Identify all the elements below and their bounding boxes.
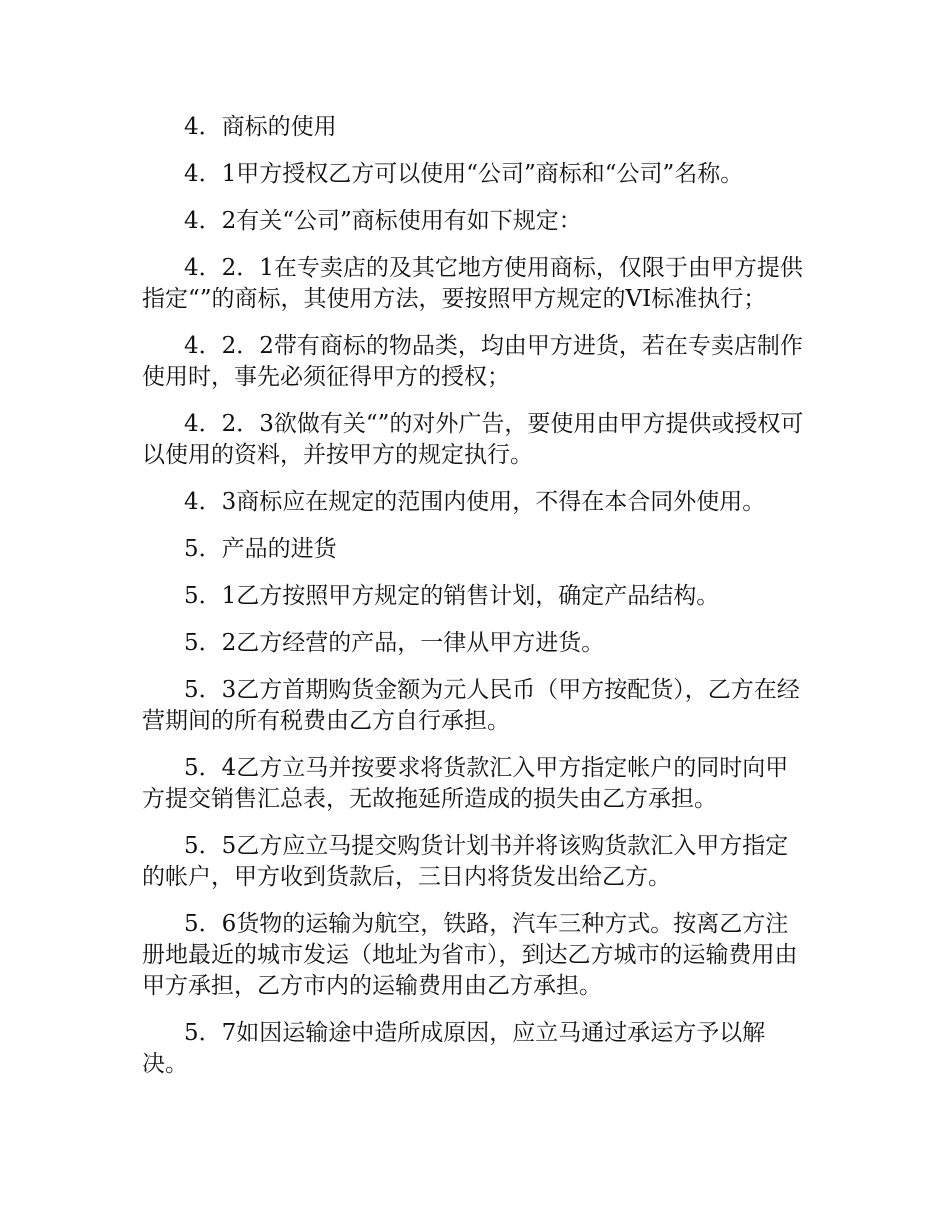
clause-5-5: 5．5乙方应立马提交购货计划书并将该购货款汇入甲方指定的帐户，甲方收到货款后，三日内将货发出给乙方。 [142, 833, 789, 890]
clause-5-3: 5．3乙方首期购货金额为元人民币（甲方按配货），乙方在经营期间的所有税费由乙方自行承担。 [142, 677, 800, 734]
clause-4-2-2: 4．2．2带有商标的物品类，均由甲方进货，若在专卖店制作使用时，事先必须征得甲方的授权； [142, 333, 803, 390]
clause-5-2: 5．2乙方经营的产品，一律从甲方进货。 [184, 630, 605, 656]
section-4-heading: 4．商标的使用 [184, 114, 337, 140]
clause-4-3: 4．3商标应在规定的范围内使用，不得在本合同外使用。 [184, 489, 766, 515]
clause-4-2-1: 4．2．1在专卖店的及其它地方使用商标，仅限于由甲方提供指定“”的商标，其使用方法，要按照甲方规定的VI标准执行； [142, 255, 803, 312]
section-5-heading: 5．产品的进货 [184, 536, 337, 562]
clause-4-2: 4．2有关“公司”商标使用有如下规定： [184, 208, 582, 234]
clause-5-6: 5．6货物的运输为航空，铁路，汽车三种方式。按离乙方注册地最近的城市发运（地址为省市），到达乙方城市的运输费用由甲方承担，乙方市内的运输费用由乙方承担。 [142, 911, 798, 999]
document-body [142, 112, 810, 1096]
clause-5-7: 5．7如因运输途中造所成原因，应立马通过承运方予以解决。 [142, 1020, 766, 1077]
clause-4-1: 4．1甲方授权乙方可以使用“公司”商标和“公司”名称。 [184, 161, 744, 187]
clause-5-1: 5．1乙方按照甲方规定的销售计划，确定产品结构。 [184, 583, 720, 609]
clause-5-4: 5．4乙方立马并按要求将货款汇入甲方指定帐户的同时向甲方提交销售汇总表，无故拖延所造成的损失由乙方承担。 [142, 755, 789, 812]
clause-4-2-3: 4．2．3欲做有关“”的对外广告，要使用由甲方提供或授权可以使用的资料，并按甲方的规定执行。 [142, 411, 804, 468]
